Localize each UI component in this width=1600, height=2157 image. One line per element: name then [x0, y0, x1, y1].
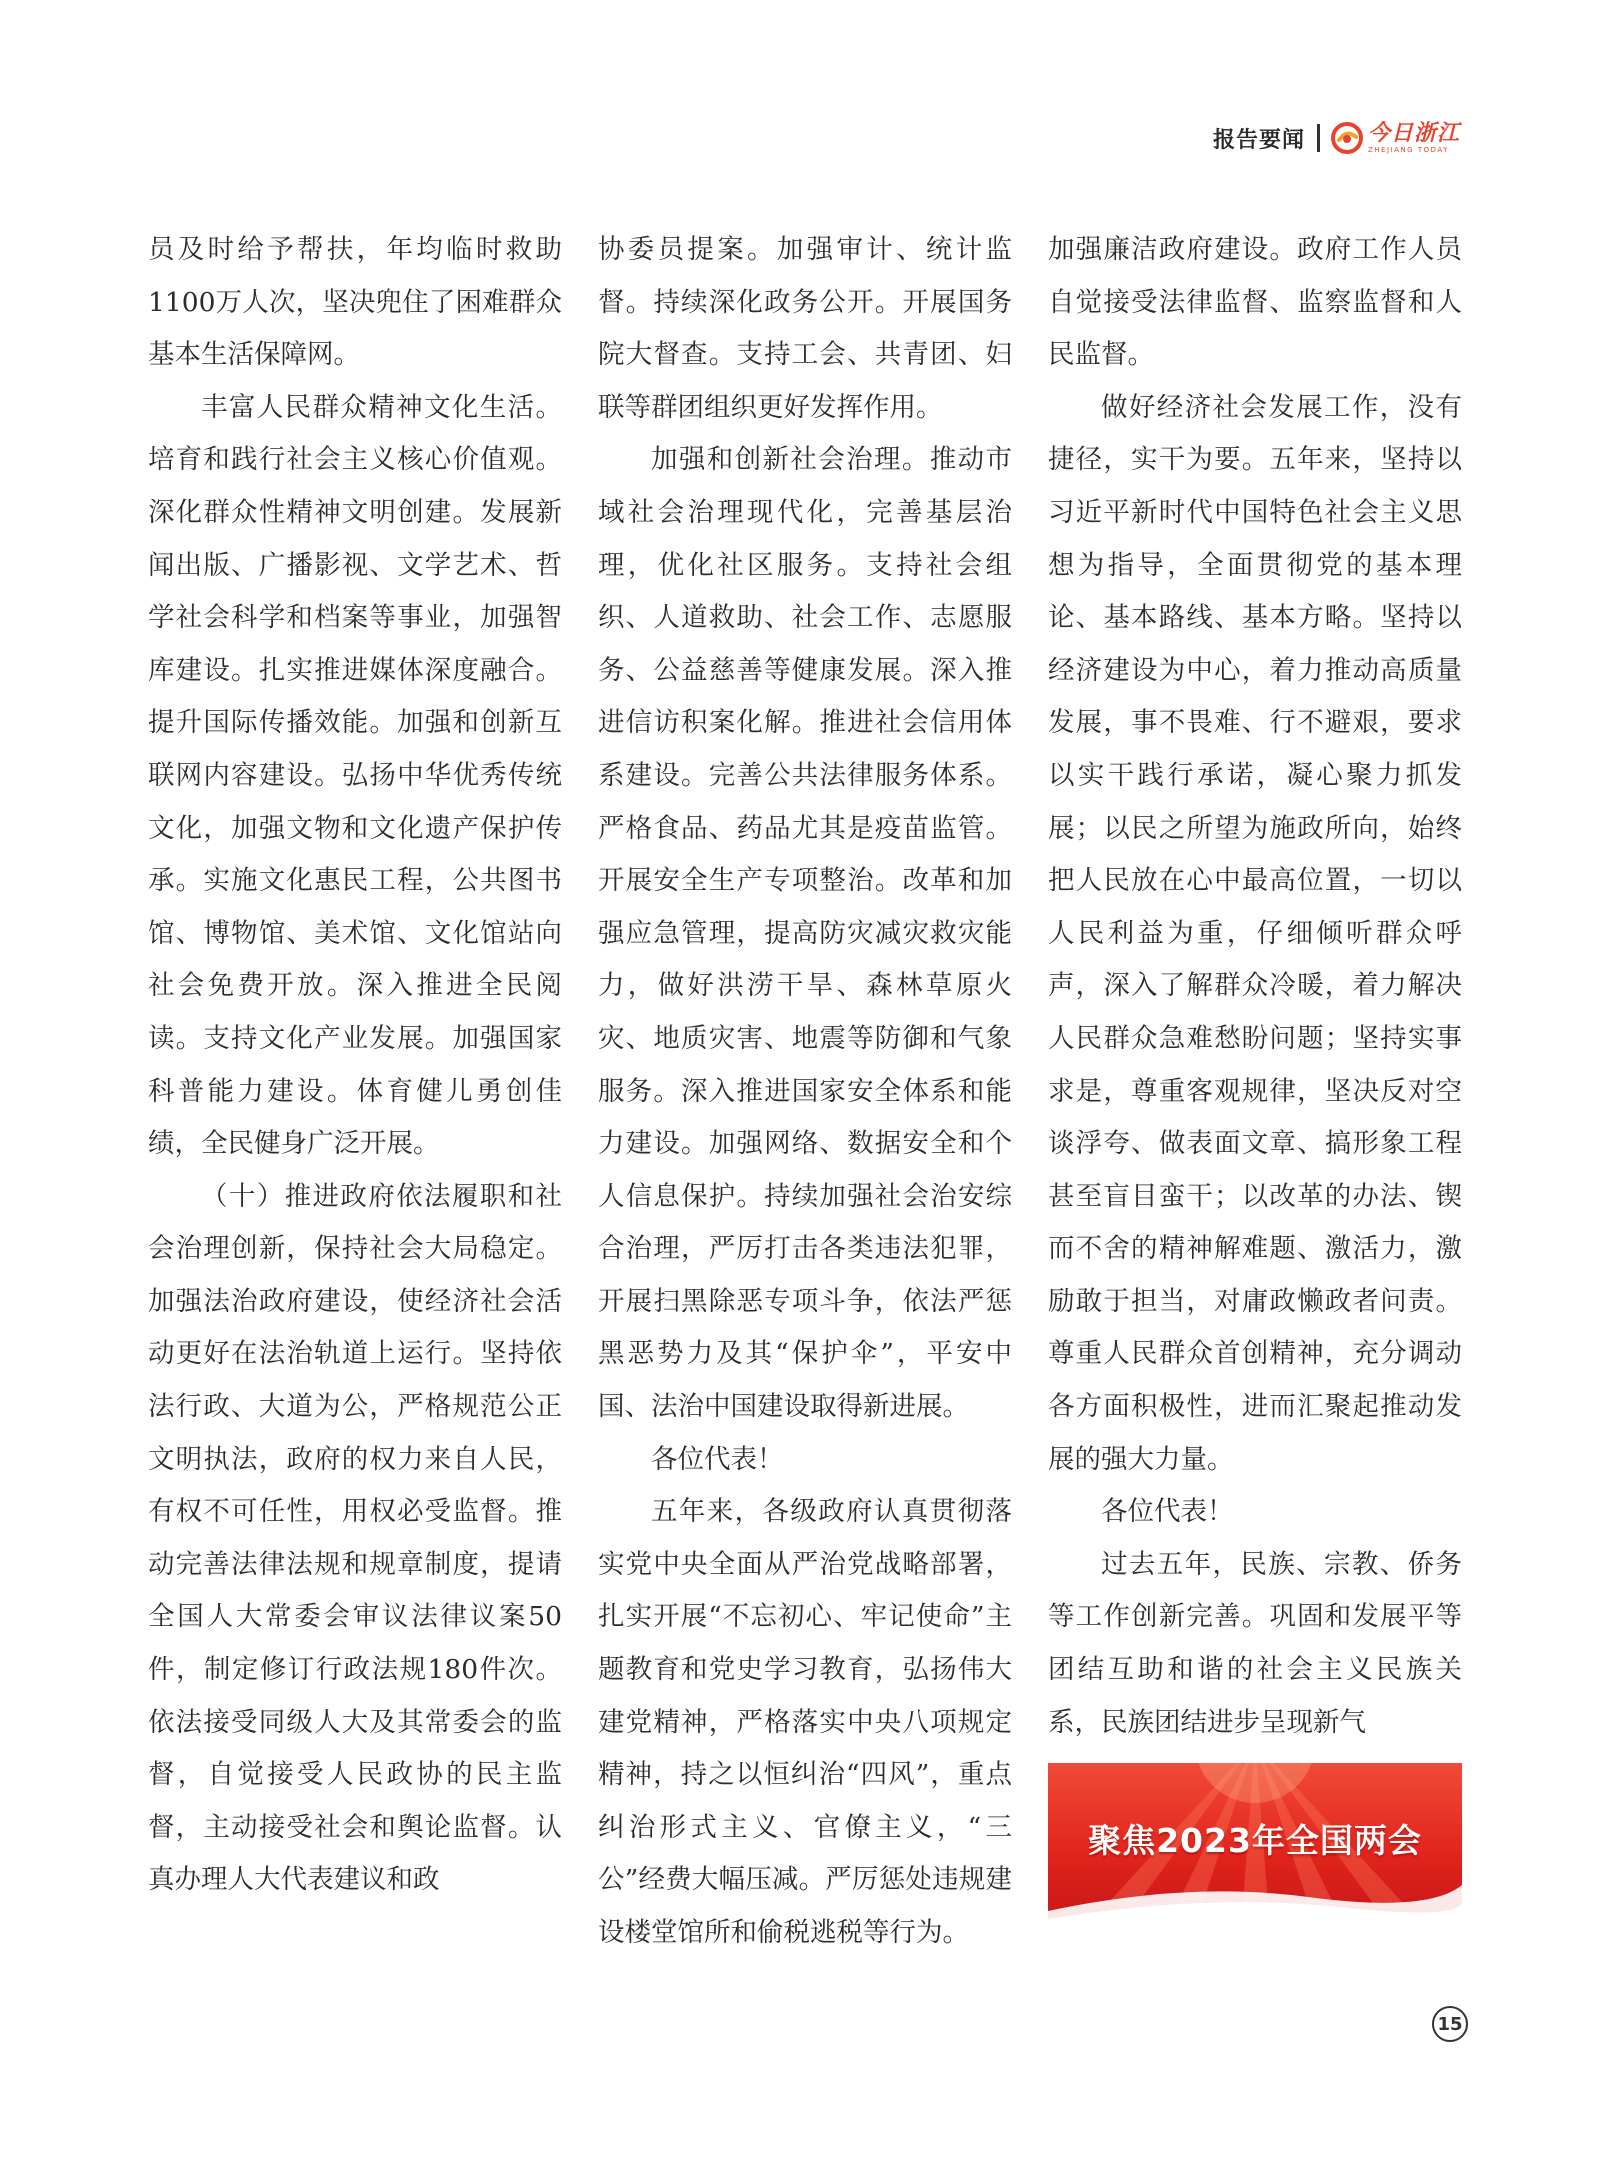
two-sessions-banner[interactable] — [1048, 1763, 1462, 1923]
logo-text-cn: 今日浙江 — [1367, 120, 1460, 146]
paragraph: 员及时给予帮扶，年均临时救助1100万人次，坚决兜住了困难群众基本生活保障网。 — [148, 234, 562, 371]
paragraph: （十）推进政府依法履职和社会治理创新，保持社会大局稳定。加强法治政府建设，使经济社会活动更好在法治轨道上运行。坚持依法行政、大道为公，严格规范公正文明执法，政府的权力来自人民，有权不可任性，用权必受监督。推动完善法律法规和规章制度，提请全国人大常委会审议法律议案50件，制定修订行政法规180件次。依法接受同级人大及其常委会的监督，自觉接受人民政协的民主监督，主动接受社会和舆论监督。认真办理人大代表建议和政 — [148, 1180, 562, 1896]
column-2 — [598, 224, 1012, 1960]
column-3 — [1048, 224, 1462, 1960]
paragraph: 加强和创新社会治理。推动市域社会治理现代化，完善基层治理，优化社区服务。支持社会组织、人道救助、社会工作、志愿服务、公益慈善等健康发展。深入推进信访积案化解。推进社会信用体系建设。完善公共法律服务体系。严格食品、药品尤其是疫苗监管。开展安全生产专项整治。改革和加强应急管理，提高防灾减灾救灾能力，做好洪涝干旱、森林草原火灾、地质灾害、地震等防御和气象服务。深入推进国家安全体系和能力建设。加强网络、数据安全和个人信息保护。持续加强社会治安综合治理，严厉打击各类违法犯罪，开展扫黑除恶专项斗争，依法严惩黑恶势力及其“保护伞”，平安中国、法治中国建设取得新进展。 — [598, 444, 1012, 1423]
paragraph: 各位代表！ — [651, 1443, 784, 1475]
paragraph: 过去五年，民族、宗教、侨务等工作创新完善。巩固和发展平等团结互助和谐的社会主义民族关系，民族团结进步呈现新气 — [1048, 1548, 1462, 1738]
page-header — [1213, 118, 1460, 158]
zhejiang-today-logo — [1330, 121, 1460, 155]
section-label: 报告要闻 — [1212, 127, 1305, 153]
page-number: 15 — [1432, 2006, 1468, 2042]
paragraph: 做好经济社会发展工作，没有捷径，实干为要。五年来，坚持以习近平新时代中国特色社会主义思想为指导，全面贯彻党的基本理论、基本路线、基本方略。坚持以经济建设为中心，着力推动高质量发展，事不畏难、行不避艰，要求以实干践行承诺，凝心聚力抓发展；以民之所望为施政所向，始终把人民放在心中最高位置，一切以人民利益为重，仔细倾听群众呼声，深入了解群众冷暖，着力解决人民群众急难愁盼问题；坚持实事求是，尊重客观规律，坚决反对空谈浮夸、做表面文章、搞形象工程甚至盲目蛮干；以改革的办法、锲而不舍的精神解难题、激活力，激励敢于担当，对庸政懒政者问责。尊重人民群众首创精神，充分调动各方面积极性，进而汇聚起推动发展的强大力量。 — [1048, 391, 1462, 1475]
paragraph: 各位代表！ — [1101, 1496, 1234, 1528]
banner-ribbon-decoration — [1048, 1863, 1462, 1923]
paragraph: 协委员提案。加强审计、统计监督。持续深化政务公开。开展国务院大督查。支持工会、共青团、妇联等群团组织更好发挥作用。 — [598, 234, 1012, 423]
logo-swirl-icon — [1330, 121, 1364, 155]
header-divider — [1317, 124, 1320, 152]
column-1 — [148, 224, 562, 1960]
paragraph: 加强廉洁政府建设。政府工作人员自觉接受法律监督、监察监督和人民监督。 — [1048, 234, 1462, 371]
article-columns — [148, 224, 1462, 1960]
banner-title: 聚焦2023年全国两会 — [1088, 1821, 1422, 1861]
paragraph: 五年来，各级政府认真贯彻落实党中央全面从严治党战略部署，扎实开展“不忘初心、牢记使命”主题教育和党史学习教育，弘扬伟大建党精神，严格落实中央八项规定精神，持之以恒纠治“四风”，重点纠治形式主义、官僚主义，“三公”经费大幅压减。严厉惩处违规建设楼堂馆所和偷税逃税等行为。 — [598, 1496, 1012, 1948]
logo-text-en: ZHEJIANG TODAY — [1367, 145, 1449, 154]
paragraph: 丰富人民群众精神文化生活。培育和践行社会主义核心价值观。深化群众性精神文明创建。发展新闻出版、广播影视、文学艺术、哲学社会科学和档案等事业，加强智库建设。扎实推进媒体深度融合。提升国际传播效能。加强和创新互联网内容建设。弘扬中华优秀传统文化，加强文物和文化遗产保护传承。实施文化惠民工程，公共图书馆、博物馆、美术馆、文化馆站向社会免费开放。深入推进全民阅读。支持文化产业发展。加强国家科普能力建设。体育健儿勇创佳绩，全民健身广泛开展。 — [148, 391, 562, 1160]
